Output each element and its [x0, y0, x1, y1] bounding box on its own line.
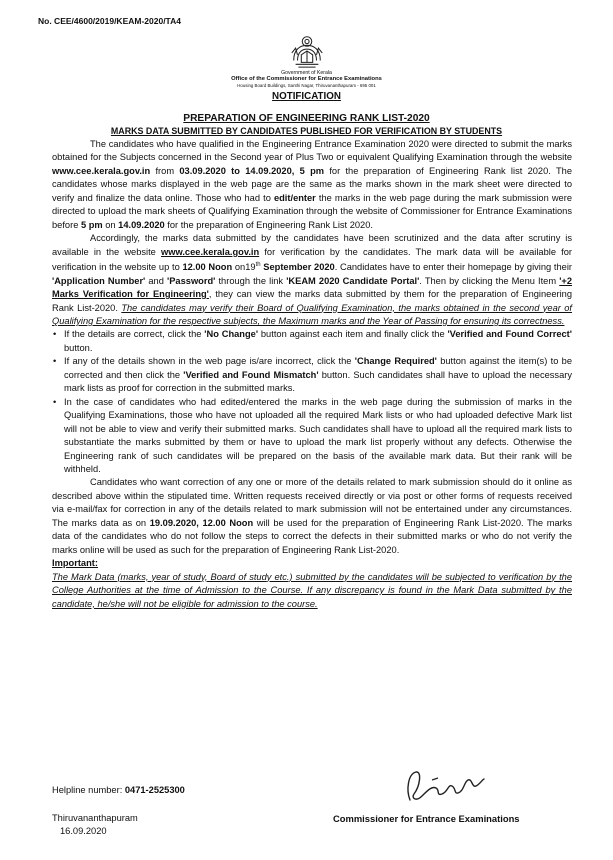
paragraph-1: [52, 138, 572, 232]
list-text: button. Such candidates shall have to upload the necessary mark lists as proof for correction in the submitted marks.: [64, 369, 572, 394]
list-text: button.: [64, 342, 93, 353]
list-item: [52, 355, 572, 395]
deadline-date: 14.09.2020: [118, 219, 165, 230]
list-item: [52, 328, 572, 355]
issue-date: 16.09.2020: [60, 826, 107, 836]
instruction-list: [52, 328, 572, 476]
cutoff-date: 19.09.2020, 12.00 Noon: [149, 517, 254, 528]
para2-text: Accordingly, the marks data submitted by the candidates have been scrutinized and the data after scrutiny is available in the website: [52, 233, 572, 257]
website-link[interactable]: www.cee.kerala.gov.in: [161, 246, 260, 257]
para1-text: from: [150, 165, 180, 176]
change-required-button-label: 'Change Required': [354, 356, 437, 367]
verification-deadline-date: September 2020: [260, 262, 335, 273]
helpline: [52, 785, 185, 795]
document-subtitle: MARKS DATA SUBMITTED BY CANDIDATES PUBLISHED FOR VERIFICATION BY STUDENTS: [110, 126, 503, 136]
list-text: button against each item and finally click the: [258, 329, 448, 340]
verification-instructions: The candidates may verify their Board of Qualifying Examination, the marks obtained in the second year of Qualifying Examination for the respective subjects, the Maximum marks and the Year of Passing for ensuring its correctness.: [52, 302, 573, 326]
submission-dates: 03.09.2020 to 14.09.2020, 5 pm: [179, 165, 325, 176]
document-title: PREPARATION OF ENGINEERING RANK LIST-2020: [183, 113, 430, 124]
marks-verification-menu-item: '+2 Marks Verification for Engineering': [52, 275, 573, 300]
reference-number: No. CEE/4600/2019/KEAM-2020/TA4: [38, 16, 181, 26]
password-term: 'Password': [167, 275, 216, 286]
kerala-state-emblem-icon: [288, 32, 326, 70]
issue-place: Thiruvananthapuram: [52, 813, 138, 823]
application-number-term: 'Application Number': [52, 275, 146, 286]
list-item: [52, 396, 572, 477]
ordinal-suffix: th: [255, 262, 261, 269]
para2-text: for verification by the candidates. The mark data will be available for verification in the website up to: [52, 246, 572, 273]
para2-text: . Then by clicking the Menu Item: [419, 275, 560, 286]
notification-heading: NOTIFICATION: [272, 91, 341, 102]
list-text: If any of the details shown in the web page is/are incorrect, click the: [64, 356, 355, 367]
verification-deadline-time: 12.00 Noon: [182, 262, 233, 273]
important-text: The Mark Data (marks, year of study, Board of study etc.) submitted by the candidates will be subjected to verification by the College Authorities at the time of Admission to the Course. If any discrepancy is found in the Mark Data submitted by the candidate, he/she will not be eligible for admission to the course.: [52, 571, 572, 609]
deadline-time: 5 pm: [80, 219, 103, 230]
important-heading: Important:: [52, 558, 98, 569]
para2-text: . Candidates have to enter their homepage by giving their: [334, 262, 572, 273]
list-text: If the details are correct, click the: [64, 329, 205, 340]
para1-text: for the preparation of Engineering Rank list 2020. The candidates whose marks displayed in the web page are the same as the marks shown in the mark sheet were directed to verify and finalize the data online. Those who had to: [52, 165, 572, 203]
signatory-title: Commissioner for Entrance Examinations: [333, 813, 520, 824]
website-link[interactable]: www.cee.kerala.gov.in: [52, 165, 151, 176]
government-label: Government of Kerala: [281, 70, 332, 76]
notification-body: [52, 138, 572, 611]
paragraph-2: [52, 232, 572, 328]
para1-text: the marks in the web page during the mark submission were directed to upload the mark sheets of Qualifying Examination through the website of Commissioner for Entrance Examinations before: [52, 192, 572, 230]
para1-text: for the preparation of Engineering Rank List 2020.: [164, 219, 373, 230]
helpline-label: Helpline number:: [52, 785, 125, 795]
office-address: Housing Board Buildings, Santhi Nagar, Thiruvananthapuram - 695 001: [237, 83, 376, 88]
para2-text: and: [145, 275, 168, 286]
office-name: Office of the Commissioner for Entrance Examinations: [231, 76, 382, 82]
verified-found-correct-button-label: 'Verified and Found Correct': [447, 329, 572, 340]
para2-text: through the link: [215, 275, 287, 286]
paragraph-3: [52, 476, 572, 557]
para1-text: on: [102, 219, 119, 230]
helpline-number: 0471-2525300: [124, 785, 185, 795]
edit-enter-text: edit/enter: [273, 192, 316, 203]
verified-found-mismatch-button-label: 'Verified and Found Mismatch': [183, 369, 319, 380]
para3-text: will be used for the preparation of Engineering Rank List-2020. The marks data of the candidates who do not follow the steps to correct the defects in their submitted marks or who do not verify the marks online will be used as such for the preparation of Engineering Rank List-2020.: [52, 517, 573, 555]
list-text: In the case of candidates who had edited/entered the marks in the web page during the submission of marks in the Qualifying Examinations, those who have not uploaded all the required Mark lists or who had uploaded defective Mark list will not be able to view and verify their submitted marks. Such candidates shall have to upload all the required mark lists to substantiate the marks submitted by them or have to upload the mark list properly without any defects. Otherwise the Engineering rank of such candidates will be prepared on the basis of the available mark data. But their rank will be withheld.: [64, 396, 572, 474]
candidate-portal-link[interactable]: 'KEAM 2020 Candidate Portal': [286, 275, 420, 286]
para1-text: The candidates who have qualified in the Engineering Entrance Examination 2020 were directed to submit the marks obtained for the Subjects concerned in the Second year of Plus Two or equivalent Qualifying Examination through the website: [52, 139, 572, 163]
para2-text: , they can view the marks data submitted by them for the preparation of Engineering Rank List-2020.: [52, 289, 572, 313]
no-change-button-label: 'No Change': [204, 329, 259, 340]
para2-text: on19: [232, 262, 256, 273]
list-text: button against the item(s) to be corrected and then click the: [64, 356, 573, 380]
para3-text: Candidates who want correction of any one or more of the details related to mark submission should do it online as described above within the stipulated time. Written requests received directly or via post or other forms of requests received via e-mail/fax for correction in any of the details related to mark submission will not be entertained under any circumstances. The marks data as on: [52, 477, 572, 528]
handwritten-signature-icon: [402, 766, 488, 806]
